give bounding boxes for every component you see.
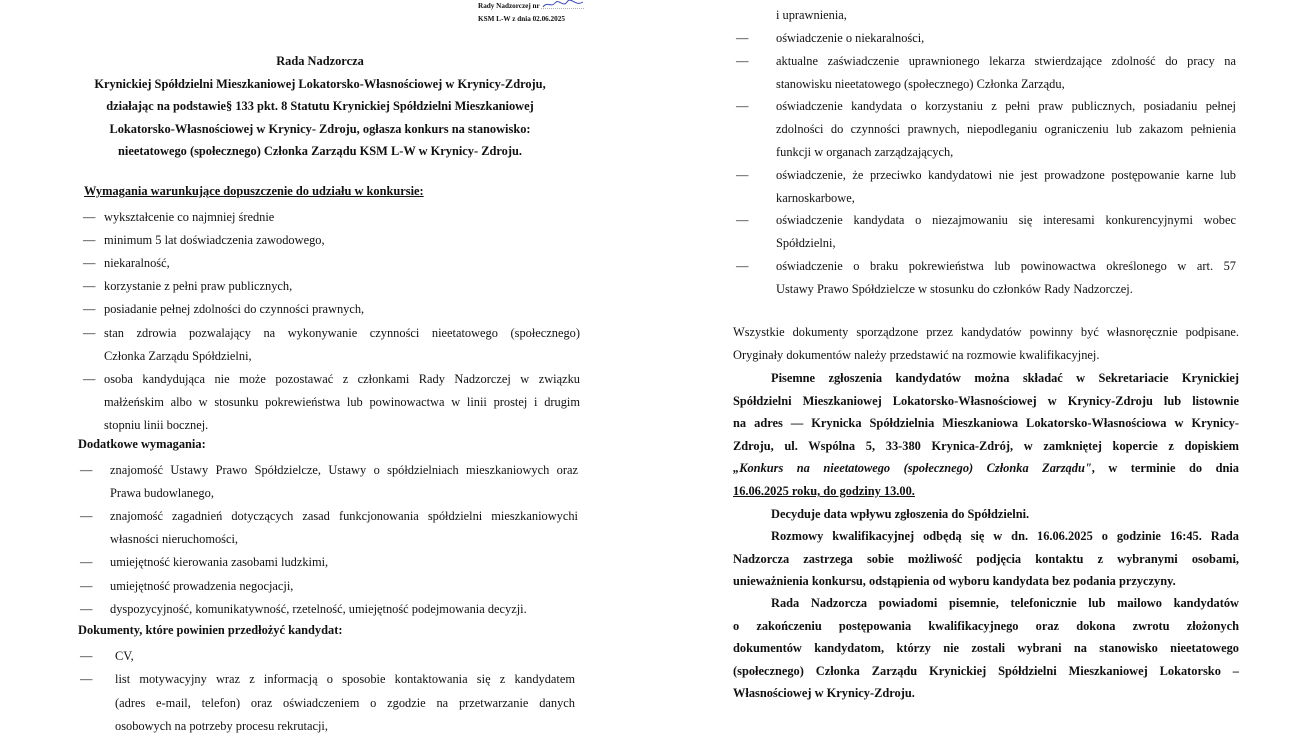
deadline-prefix: , w terminie do dnia — [1091, 461, 1239, 476]
notification-line: o zakończeniu postępowania kwalifikacyjnego oraz dokona zwrotu złożonych — [733, 618, 1239, 633]
list-dash: — — [83, 233, 96, 248]
list-item — [110, 505, 578, 551]
notification-line: dokumentów kandydatom, którzy nie zostali wybrani na stanowisko nieetatowego — [733, 641, 1239, 656]
list-dash: — — [736, 259, 749, 273]
notification-paragraph — [733, 592, 1239, 705]
list-dash: — — [83, 279, 96, 294]
para1-line: Wszystkie dokumenty sporządzone przez kandydatów powinny być własnoręcznie podpisane. — [733, 325, 1239, 339]
list-dash: — — [736, 53, 749, 68]
list-dash: — — [83, 256, 96, 271]
notification-line: (społecznego) Członka Zarządu Krynickiej Spółdzielni Mieszkaniowej Lokatorsko – — [733, 663, 1239, 678]
list-item-line: oświadczenie o braku pokrewieństwa lub powinowactwa określonego w art. 57 — [776, 259, 1236, 273]
list-item-line: stopniu linii bocznej. — [104, 417, 209, 432]
list-item — [104, 275, 580, 298]
envelope-note: „Konkurs na nieetatowego (społecznego) Członka Zarządu" — [733, 461, 1092, 476]
announcement-title — [60, 50, 580, 163]
list-item — [110, 598, 578, 621]
submission-line: Zdroju, ul. Wspólna 5, 33-380 Krynica-Zdrój, w zamkniętej kopercie z dopiskiem — [733, 438, 1239, 453]
resolution-date: KSM L-W z dnia 02.06.2025 — [478, 15, 565, 23]
list-item — [776, 164, 1236, 210]
extra-requirements-heading: Dodatkowe wymagania: — [78, 437, 206, 451]
list-item — [776, 50, 1236, 96]
list-item-line: osobowych na potrzeby procesu rekrutacji, — [115, 718, 328, 733]
submission-line — [733, 457, 1239, 480]
list-item-line: zdolności do czynności prawnych, niepodleganiu ograniczeniu lub zakazom pełnienia — [776, 122, 1236, 137]
list-item-line: oświadczenie kandydata o korzystaniu z pełni praw publicznych, posiadaniu pełnej — [776, 99, 1236, 114]
list-item — [104, 229, 580, 252]
header-line-1 — [478, 0, 658, 13]
list-item-line: oświadczenie, że przeciwko kandydatowi nie jest prowadzone postępowanie karne lub — [776, 167, 1236, 182]
list-item-line: umiejętność prowadzenia negocjacji, — [110, 578, 294, 593]
list-item-line: Spółdzielni, — [776, 236, 836, 251]
list-dash: — — [80, 601, 93, 616]
interview-line: Rozmowy kwalifikacyjnej odbędą się w dn. 16.06.2025 o godzinie 16:45. Rada — [771, 529, 1239, 543]
list-item-line: Członka Zarządu Spółdzielni, — [104, 348, 252, 363]
list-item-line: CV, — [115, 649, 134, 663]
requirements-heading: Wymagania warunkujące dopuszczenie do udziału w konkursie: — [84, 184, 424, 198]
list-dash: — — [83, 371, 96, 386]
submission-line: Spółdzielni Mieszkaniowej Lokatorsko-Własnościowej w Krynicy-Zdroju lub listownie — [733, 393, 1239, 408]
interview-line: unieważnienia konkursu, odstąpienia od wyboru kandydata bez podania przyczyny. — [733, 574, 1176, 589]
list-item — [110, 551, 578, 574]
list-item — [776, 255, 1236, 301]
list-item — [110, 459, 578, 505]
documents-continuation: i uprawnienia, — [776, 8, 847, 22]
list-item-line: karnoskarbowe, — [776, 190, 855, 205]
list-item — [115, 645, 575, 668]
list-dash: — — [80, 509, 93, 524]
list-item-line: małżeńskim albo w stosunku pokrewieństwa lub powinowactwa w linii prostej i drugim — [104, 394, 580, 409]
list-item — [776, 209, 1236, 255]
list-dash: — — [736, 167, 749, 182]
submission-line — [733, 480, 1239, 503]
title-line-3: działając na podstawie§ 133 pkt. 8 Statutu Krynickiej Spółdzielni Mieszkaniowej — [106, 99, 534, 113]
list-item-line: znajomość Ustawy Prawo Spółdzielcze, Ustawy o spółdzielniach mieszkaniowych oraz — [110, 463, 578, 477]
list-item — [104, 206, 580, 229]
interview-line: Nadzorcza zastrzega sobie możliwość podjęcia kontaktu z wybranymi osobami, — [733, 551, 1239, 566]
list-item-line: funkcji w organach zarządzających, — [776, 144, 954, 159]
list-dash: — — [80, 649, 93, 663]
list-dash: — — [736, 213, 749, 228]
list-item-line: dyspozycyjność, komunikatywność, rzetelność, umiejętność podejmowania decyzji. — [110, 601, 527, 616]
list-item-line: list motywacyjny wraz z informacją o sposobie kontaktowania się z kandydatem — [115, 672, 575, 687]
list-item-line: umiejętność kierowania zasobami ludzkimi, — [110, 555, 329, 570]
list-dash: — — [80, 672, 93, 687]
list-item-line: oświadczenie kandydata o niezajmowaniu się interesami konkurencyjnymi wobec — [776, 213, 1236, 228]
list-dash: — — [736, 99, 749, 114]
submission-line: Pisemne zgłoszenia kandydatów można składać w Sekretariacie Krynickiej — [771, 371, 1239, 385]
list-item-line: stan zdrowia pozwalający na wykonywanie czynności nieetatowego (społecznego) — [104, 325, 580, 340]
title-line-2: Krynickiej Spółdzielni Mieszkaniowej Lokatorsko-Własnościowej w Krynicy-Zdroju, — [94, 76, 546, 91]
receipt-date-note: Decyduje data wpływu zgłoszenia do Spółdzielni. — [771, 507, 1030, 521]
list-item — [104, 322, 580, 368]
left-page — [0, 0, 640, 731]
para1-line: Oryginały dokumentów należy przedstawić na rozmowie kwalifikacyjnej. — [733, 347, 1100, 362]
title-line-5: nieetatowego (społecznego) Członka Zarządu KSM L-W w Krynicy- Zdroju. — [118, 144, 522, 158]
documents-heading: Dokumenty, które powinien przedłożyć kandydat: — [78, 623, 343, 637]
list-item-line: (adres e-mail, telefon) oraz oświadczeniem o zgodzie na przetwarzanie danych — [115, 695, 575, 710]
signature-paragraph — [733, 321, 1239, 366]
resolution-number-label: Rady Nadzorczej nr — [478, 2, 540, 10]
list-item — [104, 252, 580, 275]
right-page — [650, 0, 1300, 731]
list-item — [115, 668, 575, 738]
list-dash: — — [736, 31, 749, 45]
list-item-line: znajomość zagadnień dotyczących zasad funkcjonowania spółdzielni mieszkaniowychi — [110, 509, 578, 524]
list-item-line: własności nieruchomości, — [110, 532, 239, 547]
list-item-line: aktualne zaświadczenie uprawnionego lekarza stwierdzające zdolność do pracy na — [776, 53, 1236, 68]
handwritten-number-icon — [541, 0, 585, 9]
list-item-line: Ustawy Prawo Spółdzielcze w stosunku do członków Rady Nadzorczej. — [776, 281, 1133, 296]
title-line-1: Rada Nadzorcza — [276, 54, 364, 68]
document-header — [478, 0, 658, 26]
submission-paragraph — [733, 367, 1239, 503]
list-dash: — — [80, 578, 93, 593]
list-item-line: oświadczenie o niekaralności, — [776, 31, 925, 45]
list-item-line: posiadanie pełnej zdolności do czynności prawnych, — [104, 302, 365, 317]
list-item — [776, 95, 1236, 163]
list-item — [776, 27, 1236, 50]
list-dash: — — [83, 302, 96, 317]
notification-line: Rada Nadzorcza powiadomi pisemnie, telefonicznie lub mailowo kandydatów — [771, 596, 1239, 610]
list-item-line: niekaralność, — [104, 256, 170, 271]
list-dash: — — [80, 463, 93, 477]
deadline-date: 16.06.2025 roku, do godziny 13.00. — [733, 483, 915, 498]
list-item-line: minimum 5 lat doświadczenia zawodowego, — [104, 233, 325, 248]
list-item — [110, 575, 578, 598]
list-item — [104, 298, 580, 321]
list-item-line: korzystanie z pełni praw publicznych, — [104, 279, 293, 294]
list-dash: — — [83, 325, 96, 340]
title-line-4: Lokatorsko-Własnościowej w Krynicy- Zdroju, ogłasza konkurs na stanowisko: — [109, 121, 531, 136]
list-item-line: Prawa budowlanego, — [110, 486, 214, 501]
submission-line: na adres — Krynicka Spółdzielnia Mieszkaniowa Lokatorsko-Własnościowa w Krynicy- — [733, 416, 1239, 431]
interview-paragraph — [733, 525, 1239, 593]
list-item-line: stanowisku nieetatowego (społecznego) Członka Zarządu, — [776, 76, 1065, 91]
notification-line: Własnościowej w Krynicy-Zdroju. — [733, 686, 915, 701]
list-item-line: osoba kandydująca nie może pozostawać z członkami Rady Nadzorczej w związku — [104, 371, 580, 386]
list-dash: — — [83, 210, 96, 224]
list-item — [104, 368, 580, 437]
list-dash: — — [80, 555, 93, 570]
list-item-line: wykształcenie co najmniej średnie — [104, 210, 275, 224]
